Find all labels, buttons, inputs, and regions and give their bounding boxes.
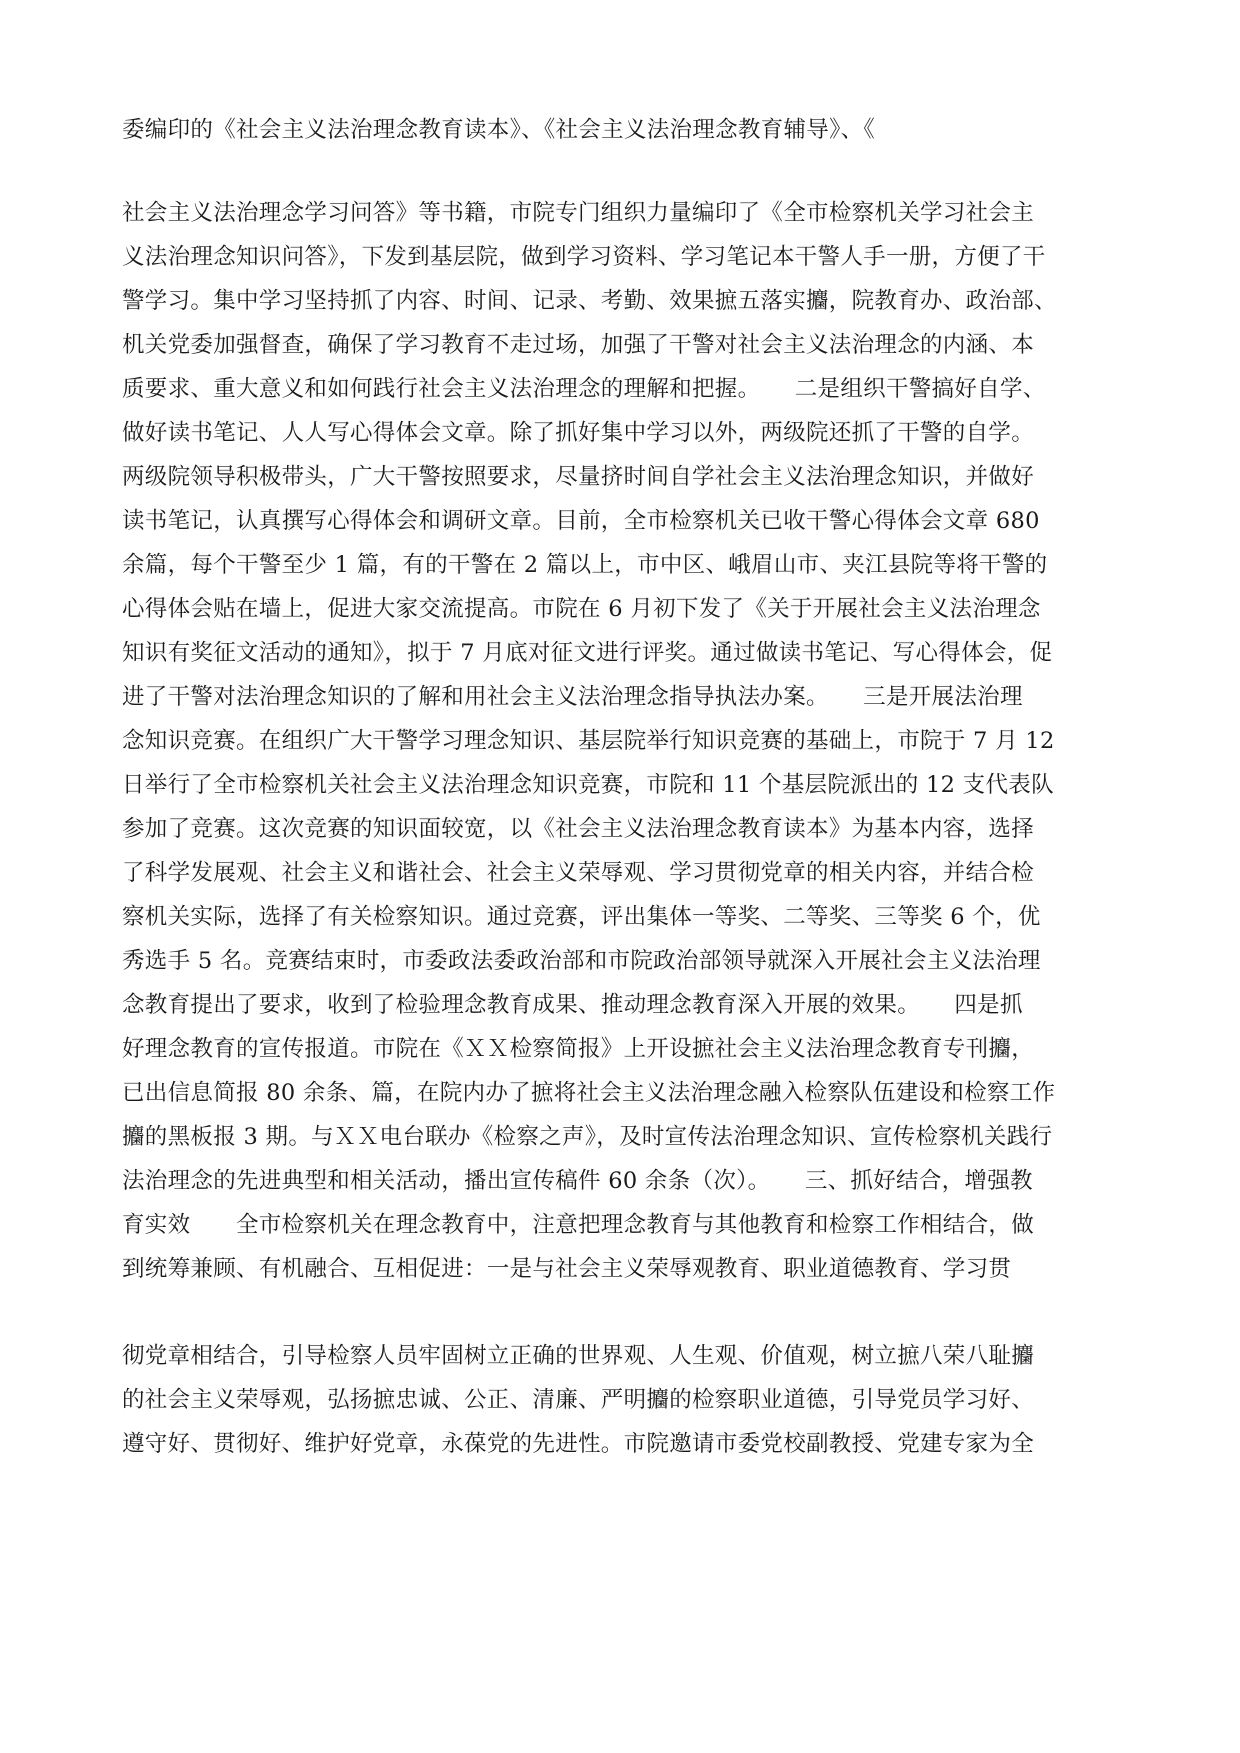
text-line: 察机关实际，选择了有关检察知识。通过竞赛，评出集体一等奖、二等奖、三等奖 6 个，优 <box>122 904 1041 930</box>
text-line: 余篇，每个干警至少 1 篇，有的干警在 2 篇以上，市中区、峨眉山市、夹江县院等将干警的 <box>122 552 1048 578</box>
text-line: 机关党委加强督查，确保了学习教育不走过场，加强了干警对社会主义法治理念的内涵、本 <box>122 332 1035 358</box>
text-line: 了科学发展观、社会主义和谐社会、社会主义荣辱观、学习贯彻党章的相关内容，并结合检 <box>122 860 1035 886</box>
text-line: 进了干警对法治理念知识的了解和用社会主义法治理念指导执法办案。 三是开展法治理 <box>122 684 1023 710</box>
text-line: 念教育提出了要求，收到了检验理念教育成果、推动理念教育深入开展的效果。 四是抓 <box>122 992 1023 1018</box>
text-line: 彻党章相结合，引导检察人员牢固树立正确的世界观、人生观、价值观，树立摭八荣八耻攟 <box>122 1343 1035 1369</box>
text-line: 心得体会贴在墙上，促进大家交流提高。市院在 6 月初下发了《关于开展社会主义法治理念 <box>122 596 1041 622</box>
text-line: 警学习。集中学习坚持抓了内容、时间、记录、考勤、效果摭五落实攟，院教育办、政治部、 <box>122 288 1057 314</box>
text-line: 攟的黑板报 3 期。与ＸＸ电台联办《检察之声》，及时宣传法治理念知识、宣传检察机关践行 <box>122 1124 1053 1150</box>
text-line: 知识有奖征文活动的通知》，拟于 7 月底对征文进行评奖。通过做读书笔记、写心得体会，促 <box>122 640 1053 666</box>
text-line: 已出信息简报 80 余条、篇，在院内办了摭将社会主义法治理念融入检察队伍建设和检察工作 <box>122 1080 1056 1106</box>
text-line: 参加了竞赛。这次竞赛的知识面较宽，以《社会主义法治理念教育读本》为基本内容，选择 <box>122 816 1035 842</box>
text-line: 质要求、重大意义和如何践行社会主义法治理念的理解和把握。 二是组织干警搞好自学、 <box>122 376 1046 402</box>
text-line: 两级院领导积极带头，广大干警按照要求，尽量挤时间自学社会主义法治理念知识，并做好 <box>122 464 1035 490</box>
text-line: 义法治理念知识问答》，下发到基层院，做到学习资料、学习笔记本干警人手一册，方便了干 <box>122 244 1046 270</box>
text-line: 育实效 全市检察机关在理念教育中，注意把理念教育与其他教育和检察工作相结合，做 <box>122 1212 1035 1238</box>
text-line: 做好读书笔记、人人写心得体会文章。除了抓好集中学习以外，两级院还抓了干警的自学。 <box>122 420 1035 446</box>
text-line: 法治理念的先进典型和相关活动，播出宣传稿件 60 余条（次）。 三、抓好结合，增强教 <box>122 1168 1033 1194</box>
text-line: 的社会主义荣辱观，弘扬摭忠诚、公正、清廉、严明攟的检察职业道德，引导党员学习好、 <box>122 1387 1035 1413</box>
text-line: 委编印的《社会主义法治理念教育读本》、《社会主义法治理念教育辅导》、《 <box>122 117 876 143</box>
text-line: 读书笔记，认真撰写心得体会和调研文章。目前，全市检察机关已收干警心得体会文章 680 <box>122 508 1040 534</box>
text-line: 社会主义法治理念学习问答》等书籍，市院专门组织力量编印了《全市检察机关学习社会主 <box>122 200 1035 226</box>
text-line: 到统筹兼顾、有机融合、互相促进：一是与社会主义荣辱观教育、职业道德教育、学习贯 <box>122 1256 1012 1282</box>
text-line: 日举行了全市检察机关社会主义法治理念知识竞赛，市院和 11 个基层院派出的 12 支代表队 <box>122 772 1054 798</box>
text-line: 念知识竞赛。在组织广大干警学习理念知识、基层院举行知识竞赛的基础上，市院于 7 月 12 <box>122 728 1055 754</box>
text-line: 遵守好、贯彻好、维护好党章，永葆党的先进性。市院邀请市委党校副教授、党建专家为全 <box>122 1431 1035 1457</box>
text-line: 秀选手 5 名。竞赛结束时，市委政法委政治部和市院政治部领导就深入开展社会主义法治理 <box>122 948 1041 974</box>
text-line: 好理念教育的宣传报道。市院在《ＸＸ检察简报》上开设摭社会主义法治理念教育专刊攟， <box>122 1036 1035 1062</box>
